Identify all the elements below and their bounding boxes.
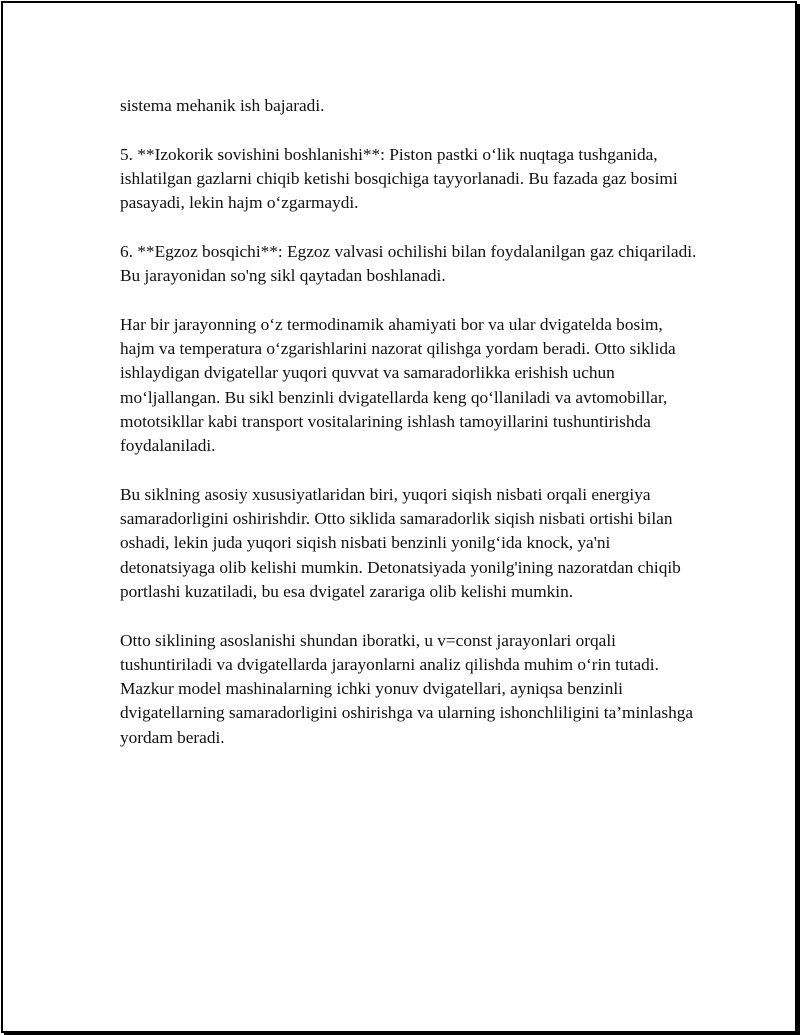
paragraph-4: Har bir jarayonning o‘z termodinamik ahamiyati bor va ular dvigatelda bosim, hajm va temperatura o‘zgarishlarini nazorat qilishga yordam beradi. Otto siklida ishlaydigan dvigatellar yuqori quvvat va samaradorlikka erishish uchun mo‘ljallangan. Bu sikl benzinli dvigatellarda keng qo‘llaniladi va avtomobillar, mototsikllar kabi transport vositalarining ishlash tamoyillarini tushuntirishda foydalaniladi. bbox=[120, 314, 676, 456]
paragraph-2: 5. **Izokorik sovishini boshlanishi**: Piston pastki o‘lik nuqtaga tushganida, ishlatilgan gazlarni chiqib ketishi bosqichiga tayyorlanadi. Bu fazada gaz bosimi pasayadi, lekin hajm o‘zgarmaydi. bbox=[120, 144, 678, 213]
paragraph-6: Otto siklining asoslanishi shundan iboratki, u v=const jarayonlari orqali tushuntiriladi va dvigatellarda jarayonlarni analiz qilishda muhim o‘rin tutadi. Mazkur model mashinalarning ichki yonuv dvigatellari, ayniqsa benzinli dvigatellarning samaradorligini oshirishga va ularning ishonchliligini ta’minlashga yordam beradi. bbox=[120, 630, 694, 747]
paragraph-5: Bu siklning asosiy xususiyatlaridan biri, yuqori siqish nisbati orqali energiya samaradorligini oshirishdir. Otto siklida samaradorlik siqish nisbati ortishi bilan oshadi, lekin juda yuqori siqish nisbati benzinli yonilg‘ida knock, ya'ni detonatsiyaga olib kelishi mumkin. Detonatsiyada yonilg'ining nazoratdan chiqib portlashi kuzatiladi, bu esa dvigatel zarariga olib kelishi mumkin. bbox=[120, 484, 681, 601]
paragraph-1: sistema mehanik ish bajaradi. bbox=[120, 96, 325, 115]
document-body bbox=[120, 94, 700, 774]
paragraph-3: 6. **Egzoz bosqichi**: Egzoz valvasi ochilishi bilan foydalanilgan gaz chiqariladi. Bu jarayonidan so'ng sikl qaytadan boshlanadi. bbox=[120, 241, 697, 286]
document-page bbox=[1, 1, 797, 1033]
